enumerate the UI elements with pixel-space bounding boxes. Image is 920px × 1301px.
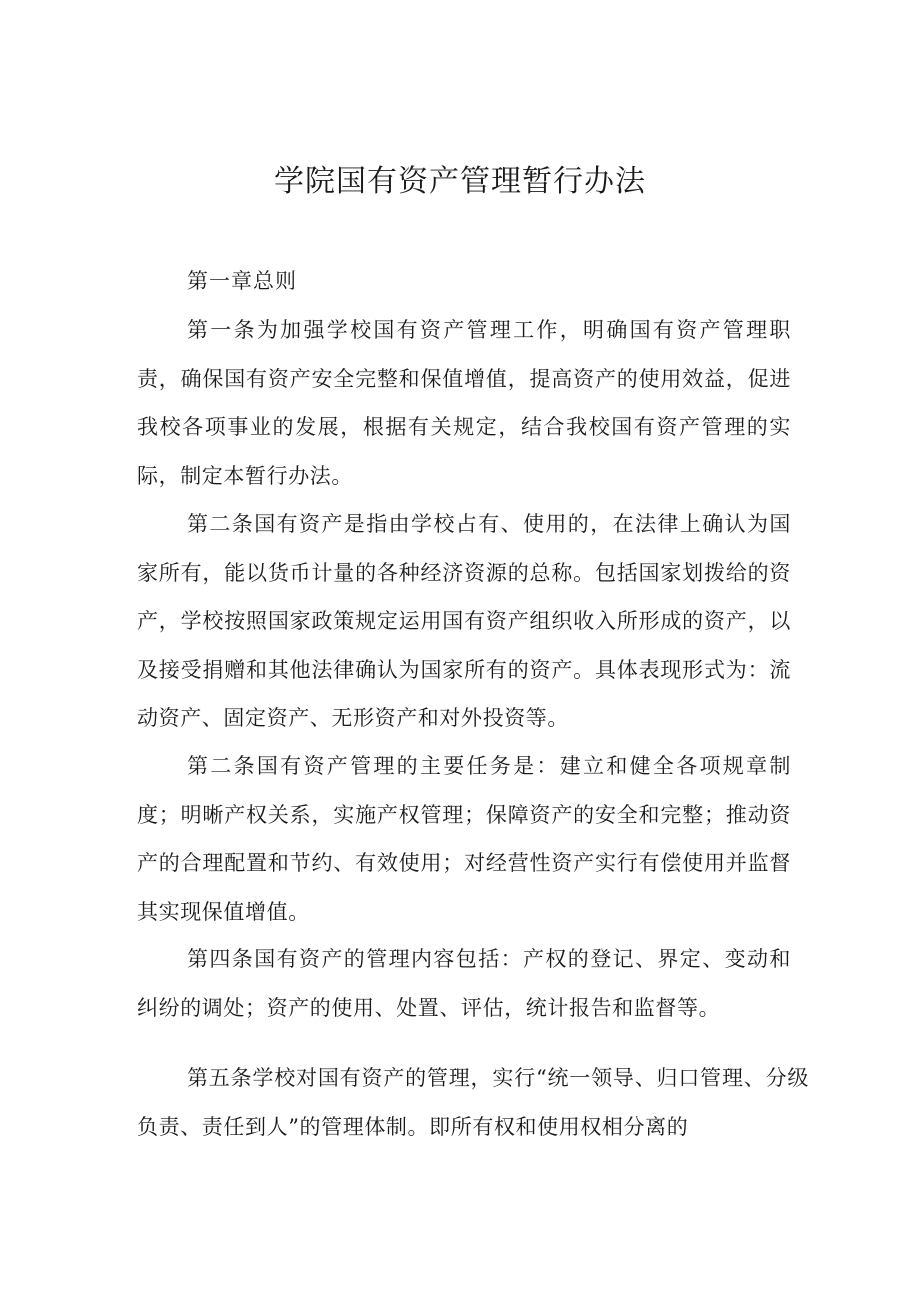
paragraph-article-3: 第二条国有资产管理的主要任务是：建立和健全各项规章制度；明晰产权关系，实施产权管理；保障资产的安全和完整；推动资产的合理配置和节约、有效使用；对经营性资产实行有偿使用并监督其实现保值增值。 (137, 754, 791, 924)
paragraph-article-4: 第四条国有资产的管理内容包括：产权的登记、界定、变动和纠纷的调处；资产的使用、处置、评估，统计报告和监督等。 (137, 947, 791, 1020)
paragraph-article-5: 第五条学校对国有资产的管理，实行“统一领导、归口管理、分级负责、责任到人”的管理体制。即所有权和使用权相分离的 (137, 1066, 809, 1139)
paragraph-article-1: 第一条为加强学校国有资产管理工作，明确国有资产管理职责，确保国有资产安全完整和保值增值，提高资产的使用效益，促进我校各项事业的发展，根据有关规定，结合我校国有资产管理的实际，制定本暂行办法。 (137, 318, 791, 488)
chapter-heading: 第一章总则 (187, 269, 297, 293)
document-title: 学院国有资产管理暂行办法 (274, 164, 646, 199)
paragraph-article-2: 第二条国有资产是指由学校占有、使用的，在法律上确认为国家所有，能以货币计量的各种经济资源的总称。包括国家划拨给的资产，学校按照国家政策规定运用国有资产组织收入所形成的资产，以及接受捐赠和其他法律确认为国家所有的资产。具体表现形式为：流动资产、固定资产、无形资产和对外投资等。 (137, 512, 791, 730)
